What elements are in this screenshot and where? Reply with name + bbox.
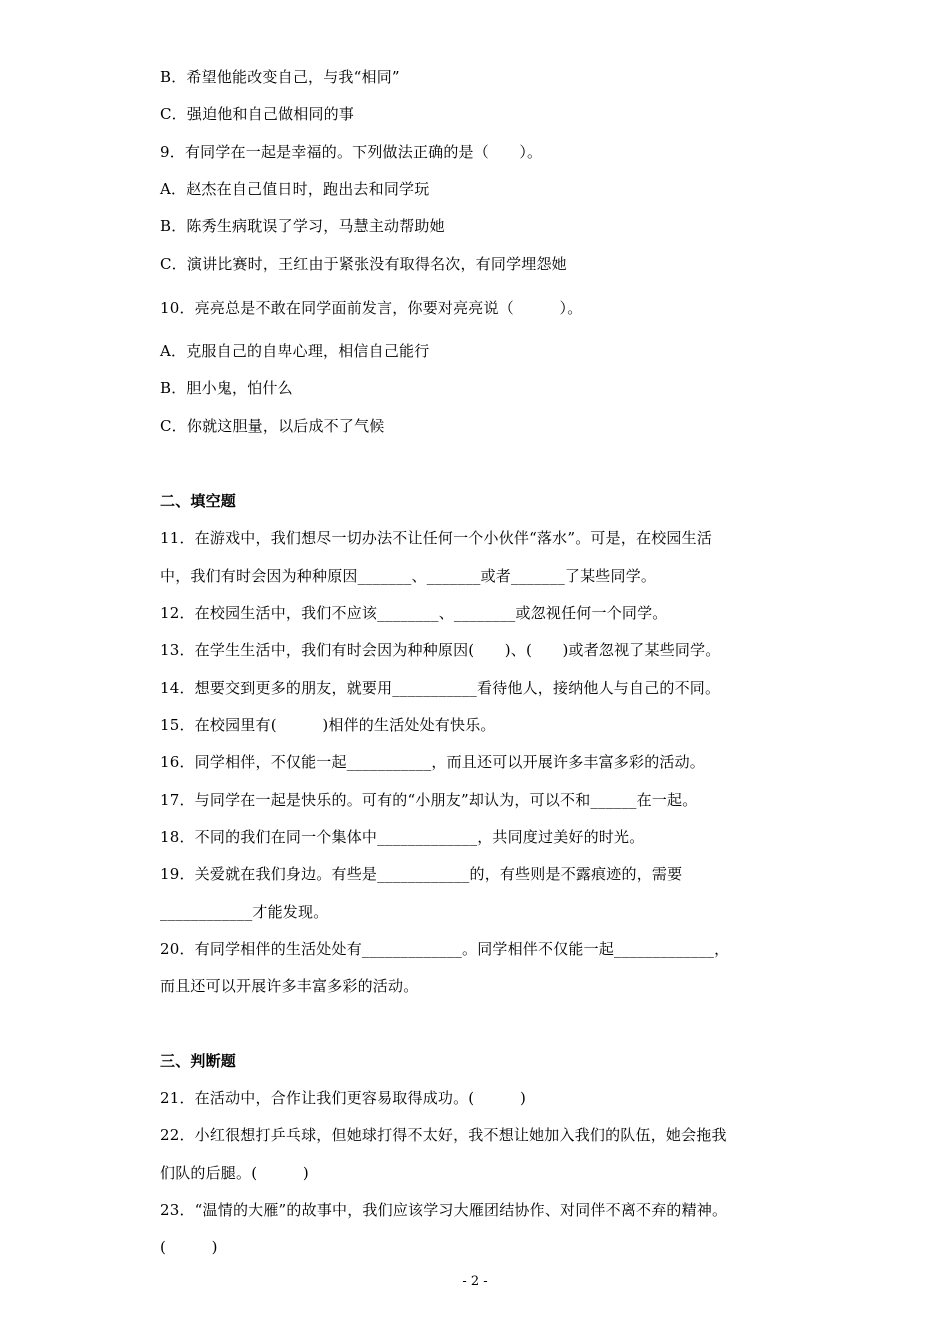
question-22: 22．小红很想打乒乓球，但她球打得不太好，我不想让她加入我们的队伍，她会拖我 — [160, 1126, 727, 1144]
question-14: 14．想要交到更多的朋友，就要用___________看待他人，接纳他人与自己的不同。 — [160, 679, 721, 697]
question-9: 9．有同学在一起是幸福的。下列做法正确的是（ ）。 — [160, 143, 543, 161]
option-10b: B．胆小鬼，怕什么 — [160, 379, 293, 397]
section-heading-true-false: 三、判断题 — [160, 1052, 237, 1070]
question-12: 12．在校园生活中，我们不应该________、________或忽视任何一个同学。 — [160, 604, 668, 622]
question-18: 18．不同的我们在同一个集体中_____________，共同度过美好的时光。 — [160, 828, 645, 846]
question-20-cont: 而且还可以开展许多丰富多彩的活动。 — [160, 977, 419, 995]
question-21: 21．在活动中，合作让我们更容易取得成功。( ) — [160, 1089, 526, 1107]
question-20: 20．有同学相伴的生活处处有_____________。同学相伴不仅能一起_____________， — [160, 940, 730, 958]
question-17: 17．与同学在一起是快乐的。可有的“小朋友”却认为，可以不和______在一起。 — [160, 791, 698, 809]
question-19-cont: ____________才能发现。 — [160, 903, 329, 921]
question-16: 16．同学相伴，不仅能一起___________，而且还可以开展许多丰富多彩的活动。 — [160, 753, 705, 771]
option-9c: C．演讲比赛时，王红由于紧张没有取得名次，有同学埋怨她 — [160, 255, 567, 273]
option-9b: B．陈秀生病耽误了学习，马慧主动帮助她 — [160, 217, 445, 235]
question-13: 13．在学生生活中，我们有时会因为种种原因( )、( )或者忽视了某些同学。 — [160, 641, 721, 659]
option-9a: A．赵杰在自己值日时，跑出去和同学玩 — [160, 180, 430, 198]
option-10c: C．你就这胆量，以后成不了气候 — [160, 417, 385, 435]
question-11-cont: 中，我们有时会因为种种原因_______、_______或者_______了某些同学。 — [160, 567, 657, 585]
question-23: 23．“温情的大雁”的故事中，我们应该学习大雁团结协作、对同伴不离不弃的精神。 — [160, 1201, 728, 1219]
question-15: 15．在校园里有( )相伴的生活处处有快乐。 — [160, 716, 496, 734]
section-heading-fill-blank: 二、填空题 — [160, 492, 237, 510]
option-8b: B．希望他能改变自己，与我“相同” — [160, 68, 400, 86]
option-8c: C．强迫他和自己做相同的事 — [160, 105, 355, 123]
question-11: 11．在游戏中，我们想尽一切办法不让任何一个小伙伴“落水”。可是，在校园生活 — [160, 529, 713, 547]
question-19: 19．关爱就在我们身边。有些是____________的，有些则是不露痕迹的，需要 — [160, 865, 683, 883]
page-number: - 2 - — [462, 1274, 488, 1289]
option-10a: A．克服自己的自卑心理，相信自己能行 — [160, 342, 430, 360]
question-22-cont: 们队的后腿。( ) — [160, 1164, 309, 1182]
question-23-cont: ( ) — [160, 1238, 218, 1256]
question-10: 10．亮亮总是不敢在同学面前发言，你要对亮亮说（ ）。 — [160, 299, 583, 317]
